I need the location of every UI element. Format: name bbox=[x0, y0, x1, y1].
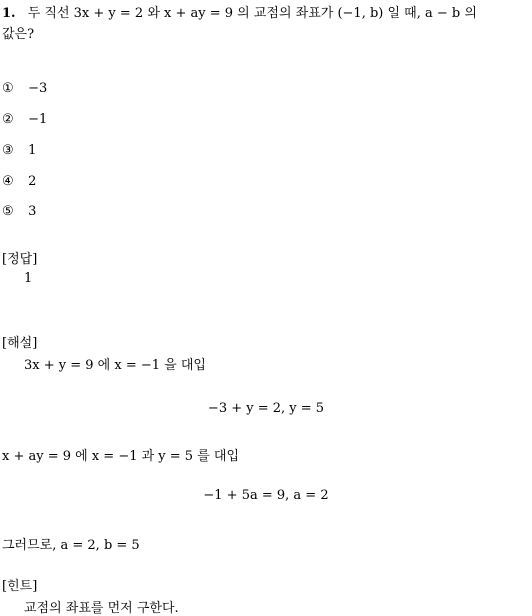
choice-4-mark: ④ bbox=[2, 174, 14, 189]
choice-1-mark: ① bbox=[2, 81, 14, 96]
explanation-conclusion: 그러므로, a = 2, b = 5 bbox=[2, 538, 140, 553]
question-line-1 bbox=[2, 2, 477, 21]
choice-3[interactable] bbox=[2, 143, 36, 158]
choice-5-mark: ⑤ bbox=[2, 204, 14, 219]
choice-5[interactable] bbox=[2, 204, 36, 219]
choice-4[interactable] bbox=[2, 174, 36, 189]
question-text-1: 두 직선 3x + y = 2 와 x + ay = 9 의 교점의 좌표가 (−1, b) 일 때, a − b 의 bbox=[27, 6, 477, 21]
answer-heading: [정답] bbox=[2, 252, 38, 267]
explanation-line-2: x + ay = 9 에 x = −1 과 y = 5 를 대입 bbox=[2, 449, 240, 464]
choice-2-mark: ② bbox=[2, 112, 14, 127]
choice-3-text: 1 bbox=[28, 143, 37, 158]
explanation-equation-1: −3 + y = 2, y = 5 bbox=[207, 401, 325, 416]
choice-4-text: 2 bbox=[28, 174, 37, 189]
question-number: 1. bbox=[2, 6, 16, 21]
choice-2[interactable] bbox=[2, 112, 47, 127]
answer-value: 1 bbox=[24, 271, 33, 286]
hint-heading: [힌트] bbox=[2, 579, 38, 594]
explanation-line-1: 3x + y = 9 에 x = −1 을 대입 bbox=[24, 358, 206, 373]
choice-3-mark: ③ bbox=[2, 143, 14, 158]
explanation-heading: [해설] bbox=[2, 336, 38, 351]
choice-1-text: −3 bbox=[28, 81, 48, 96]
choice-5-text: 3 bbox=[28, 204, 37, 219]
choice-2-text: −1 bbox=[28, 112, 48, 127]
explanation-equation-2: −1 + 5a = 9, a = 2 bbox=[203, 488, 329, 503]
question-line-2: 값은? bbox=[2, 27, 35, 42]
hint-text: 교점의 좌표를 먼저 구한다. bbox=[24, 601, 179, 616]
choice-1[interactable] bbox=[2, 81, 47, 96]
